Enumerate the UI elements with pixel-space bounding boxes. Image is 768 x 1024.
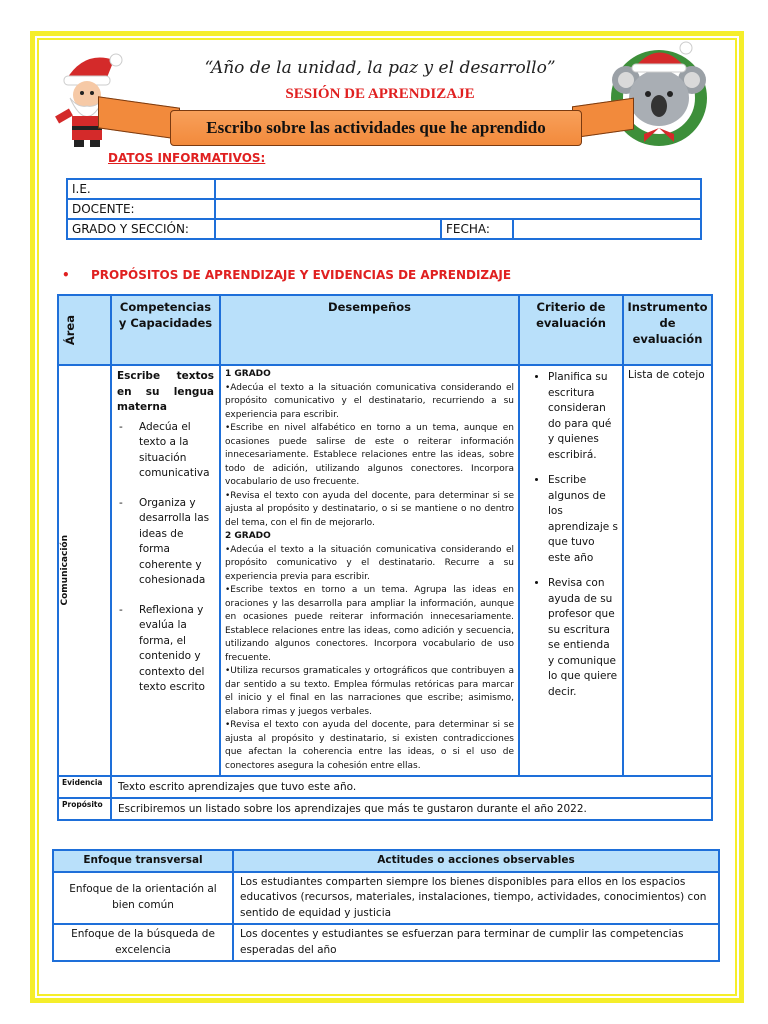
fecha-label: FECHA: bbox=[441, 219, 513, 239]
capacidad-item: - Reflexiona y evalúa la forma, el contenido y contexto del texto escrito bbox=[117, 603, 214, 696]
enfoque-table bbox=[52, 849, 720, 962]
criterio-cell bbox=[519, 365, 623, 776]
grado-label: GRADO Y SECCIÓN: bbox=[67, 219, 215, 239]
desempeno-item: •Escribe en nivel alfabético en torno a un tema, aunque en ocasiones puede salirse de este o reiterar información innecesariamente. Establece relaciones entre las ideas, sobre todo de adición, utilizando algunos conectores. Incorpora vocabulario de uso frecuente. bbox=[225, 423, 514, 487]
desempenos-cell bbox=[220, 365, 519, 776]
header-area: Área bbox=[58, 295, 111, 365]
enfoque-text: Los estudiantes comparten siempre los bienes disponibles para ellos en los espacios educativos (recursos, materiales, instalaciones, tiempo, actividades, conocimientos) con sentido de equidad y justicia bbox=[233, 872, 719, 925]
grado2-label: 2 GRADO bbox=[225, 531, 271, 541]
grado1-label: 1 GRADO bbox=[225, 369, 271, 379]
instrumento-cell: Lista de cotejo bbox=[623, 365, 712, 776]
enfoque-name: Enfoque de la orientación al bien común bbox=[53, 872, 233, 925]
enfoque-name: Enfoque de la búsqueda de excelencia bbox=[53, 924, 233, 961]
grado-field[interactable] bbox=[215, 219, 441, 239]
header-competencias: Competencias y Capacidades bbox=[111, 295, 220, 365]
evidencia-label: Evidencia bbox=[58, 776, 111, 798]
ie-field[interactable] bbox=[215, 179, 701, 199]
fecha-field[interactable] bbox=[513, 219, 701, 239]
proposito-label: Propósito bbox=[58, 798, 111, 820]
capacidad-item: - Organiza y desarrolla las ideas de forma coherente y cohesionada bbox=[117, 496, 214, 589]
desempeno-item: •Escribe textos en torno a un tema. Agrupa las ideas en oraciones y las desarrolla para ampliar la información, aunque en ocasiones puede reiterar información innecesariamente. Establece relaciones entre las ideas, como adición y secuencia, utilizando algunos conectores. Incorpora vocabulario de uso frecuente. bbox=[225, 585, 514, 663]
header-instrumento: Instrumento de evaluación bbox=[623, 295, 712, 365]
enfoque-header-left: Enfoque transversal bbox=[53, 850, 233, 872]
capacidad-item: - Adecúa el texto a la situación comunicativa bbox=[117, 420, 214, 482]
datos-heading: DATOS INFORMATIVOS: bbox=[108, 151, 266, 165]
session-label: SESIÓN DE APRENDIZAJE bbox=[285, 86, 475, 102]
area-cell: Comunicación bbox=[58, 365, 111, 776]
enfoque-text: Los docentes y estudiantes se esfuerzan para terminar de cumplir las competencias esperadas del año bbox=[233, 924, 719, 961]
info-table bbox=[66, 178, 702, 240]
criterio-item: • Revisa con ayuda de su profesor que su escritura se entienda y comunique lo que quiere decir. bbox=[548, 576, 618, 700]
competencias-cell bbox=[111, 365, 220, 776]
header-criterio: Criterio de evaluación bbox=[519, 295, 623, 365]
session-title-banner: Escribo sobre las actividades que he aprendido bbox=[170, 110, 582, 146]
propositos-table bbox=[57, 294, 713, 821]
criterio-item: • Planifica su escritura consideran do para qué y quienes escribirá. bbox=[548, 370, 618, 463]
docente-label: DOCENTE: bbox=[67, 199, 215, 219]
evidencia-text: Texto escrito aprendizajes que tuvo este año. bbox=[111, 776, 712, 798]
docente-field[interactable] bbox=[215, 199, 701, 219]
desempeno-item: •Adecúa el texto a la situación comunicativa considerando el propósito comunicativo y el destinatario. Recurre a su experiencia previa para escribir. bbox=[225, 544, 514, 582]
ie-label: I.E. bbox=[67, 179, 215, 199]
header-desempenos: Desempeños bbox=[220, 295, 519, 365]
desempeno-item: •Utiliza recursos gramaticales y ortográficos que contribuyen a dar sentido a su texto. Emplea fórmulas retóricas para marcar el inicio y el final en las narraciones que escribe; asimismo, elabora rimas y juegos verbales. bbox=[225, 666, 514, 717]
enfoque-header-right: Actitudes o acciones observables bbox=[233, 850, 719, 872]
motto-text: “Año de la unidad, la paz y el desarrollo” bbox=[204, 58, 556, 78]
desempeno-item: •Revisa el texto con ayuda del docente, para determinar si se ajusta al propósito y destinatario, o si se mantiene o no dentro del tema, con el fin de mejorarlo. bbox=[225, 490, 514, 528]
propositos-bullet: • bbox=[62, 268, 70, 282]
desempeno-item: •Revisa el texto con ayuda del docente, para determinar si se ajusta al propósito y destinatario, si existen contradicciones que afectan la coherencia entre las ideas, o si el uso de conectores asegura la cohesión entre ellas. bbox=[225, 720, 514, 771]
criterio-item: • Escribe algunos de los aprendizaje s que tuvo este año bbox=[548, 473, 618, 566]
proposito-text: Escribiremos un listado sobre los aprendizajes que más te gustaron durante el año 2022. bbox=[111, 798, 712, 820]
desempeno-item: •Adecúa el texto a la situación comunicativa considerando el propósito comunicativo y el destinatario, recurriendo a su experiencia para escribir. bbox=[225, 382, 514, 420]
competencia-name: Escribe textos en su lengua materna bbox=[117, 370, 214, 413]
propositos-heading: PROPÓSITOS DE APRENDIZAJE Y EVIDENCIAS DE APRENDIZAJE bbox=[91, 268, 512, 282]
